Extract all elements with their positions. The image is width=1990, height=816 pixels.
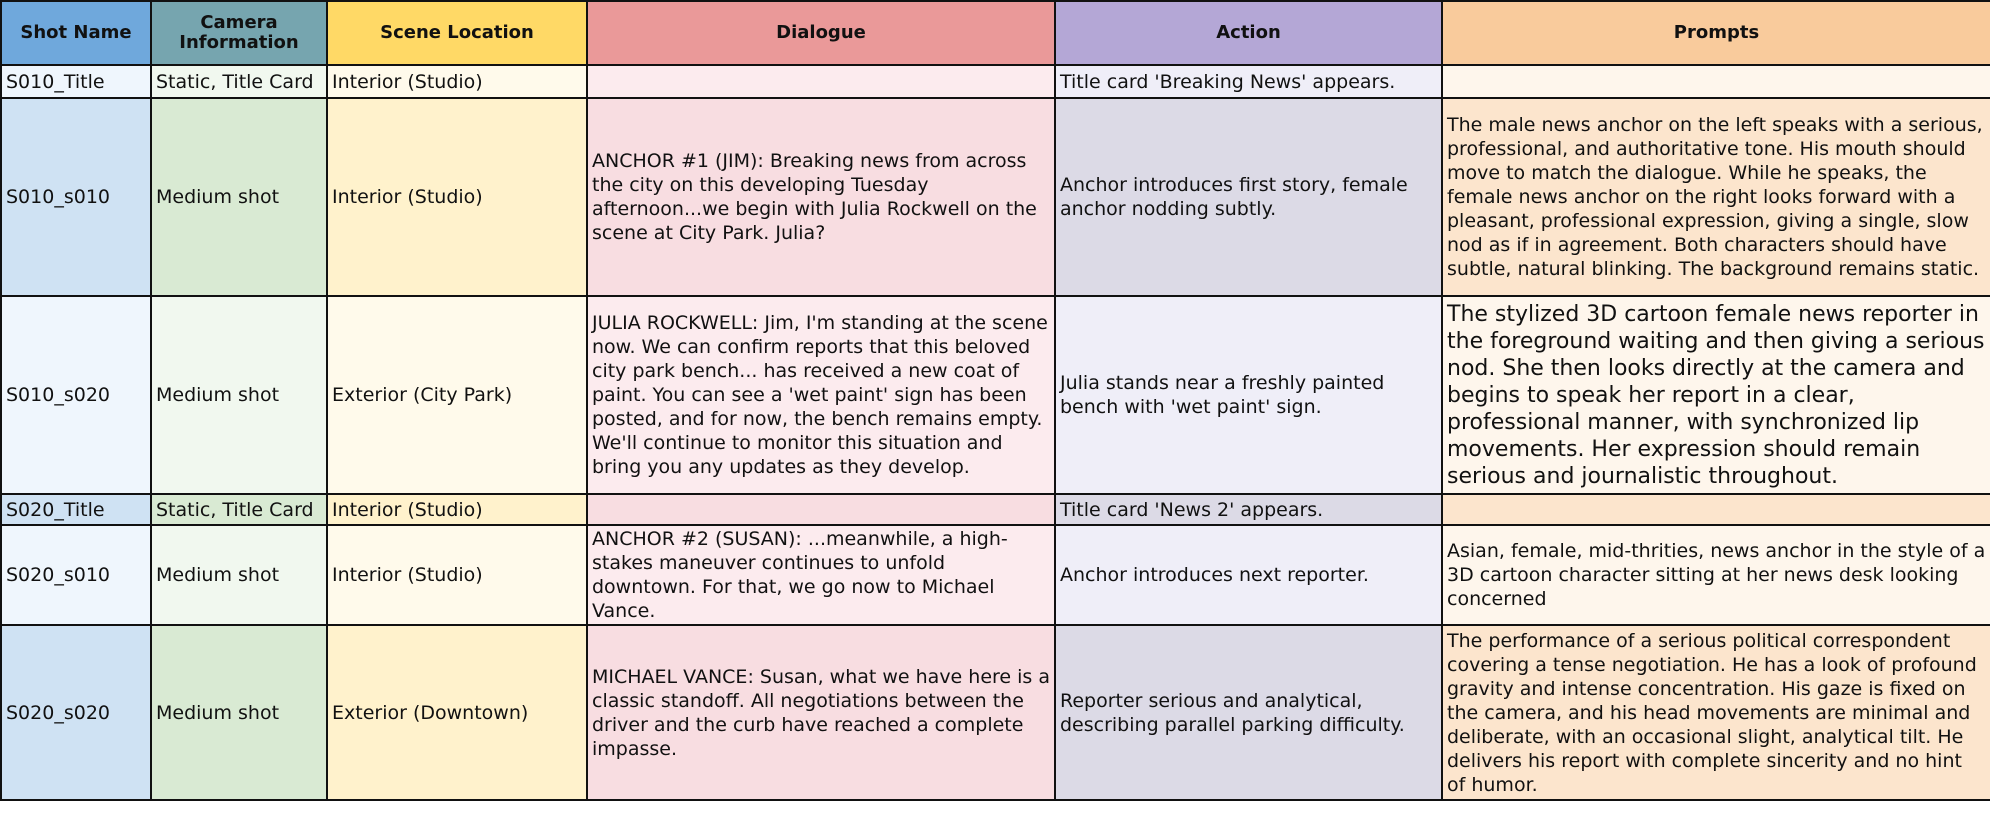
cell-camera-information[interactable]: Medium shot — [151, 525, 327, 625]
cell-dialogue[interactable] — [587, 65, 1055, 98]
cell-action[interactable]: Julia stands near a freshly painted bench with 'wet paint' sign. — [1055, 296, 1442, 494]
cell-camera-information[interactable]: Medium shot — [151, 296, 327, 494]
cell-dialogue[interactable] — [587, 494, 1055, 525]
cell-shot-name[interactable]: S020_s010 — [1, 525, 151, 625]
cell-action[interactable]: Title card 'News 2' appears. — [1055, 494, 1442, 525]
cell-scene-location[interactable]: Interior (Studio) — [327, 494, 587, 525]
cell-scene-location[interactable]: Exterior (City Park) — [327, 296, 587, 494]
table-row — [1, 296, 1990, 494]
table-row — [1, 494, 1990, 525]
cell-shot-name[interactable]: S010_s010 — [1, 98, 151, 296]
cell-scene-location[interactable]: Interior (Studio) — [327, 98, 587, 296]
header-camera-information[interactable]: Camera Information — [151, 1, 327, 65]
cell-action[interactable]: Title card 'Breaking News' appears. — [1055, 65, 1442, 98]
cell-shot-name[interactable]: S010_Title — [1, 65, 151, 98]
table-row — [1, 98, 1990, 296]
header-prompts[interactable]: Prompts — [1442, 1, 1990, 65]
cell-action[interactable]: Anchor introduces first story, female anchor nodding subtly. — [1055, 98, 1442, 296]
cell-scene-location[interactable]: Exterior (Downtown) — [327, 625, 587, 800]
cell-camera-information[interactable]: Medium shot — [151, 98, 327, 296]
header-scene-location[interactable]: Scene Location — [327, 1, 587, 65]
cell-dialogue[interactable]: ANCHOR #2 (SUSAN): ...meanwhile, a high-stakes maneuver continues to unfold downtown. For that, we go now to Michael Vance. — [587, 525, 1055, 625]
cell-scene-location[interactable]: Interior (Studio) — [327, 65, 587, 98]
cell-camera-information[interactable]: Static, Title Card — [151, 494, 327, 525]
header-row — [1, 1, 1990, 65]
cell-shot-name[interactable]: S020_Title — [1, 494, 151, 525]
cell-prompt[interactable] — [1442, 65, 1990, 98]
cell-action[interactable]: Reporter serious and analytical, describing parallel parking difficulty. — [1055, 625, 1442, 800]
cell-camera-information[interactable]: Static, Title Card — [151, 65, 327, 98]
cell-dialogue[interactable]: ANCHOR #1 (JIM): Breaking news from across the city on this developing Tuesday afternoon...we begin with Julia Rockwell on the scene at City Park. Julia? — [587, 98, 1055, 296]
cell-prompt[interactable]: The stylized 3D cartoon female news reporter in the foreground waiting and then giving a serious nod. She then looks directly at the camera and begins to speak her report in a clear, professional manner, with synchronized lip movements. Her expression should remain serious and journalistic throughout. — [1442, 296, 1990, 494]
cell-prompt[interactable]: The performance of a serious political correspondent covering a tense negotiation. He has a look of profound gravity and intense concentration. His gaze is fixed on the camera, and his head movements are minimal and deliberate, with an occasional slight, analytical tilt. He delivers his report with complete sincerity and no hint of humor. — [1442, 625, 1990, 800]
header-action[interactable]: Action — [1055, 1, 1442, 65]
cell-prompt[interactable]: Asian, female, mid-thrities, news anchor in the style of a 3D cartoon character sitting at her news desk looking concerned — [1442, 525, 1990, 625]
cell-dialogue[interactable]: MICHAEL VANCE: Susan, what we have here is a classic standoff. All negotiations between the driver and the curb have reached a complete impasse. — [587, 625, 1055, 800]
cell-shot-name[interactable]: S010_s020 — [1, 296, 151, 494]
header-dialogue[interactable]: Dialogue — [587, 1, 1055, 65]
cell-action[interactable]: Anchor introduces next reporter. — [1055, 525, 1442, 625]
table-row — [1, 65, 1990, 98]
table-row — [1, 625, 1990, 800]
cell-prompt[interactable]: The male news anchor on the left speaks with a serious, professional, and authoritative tone. His mouth should move to match the dialogue. While he speaks, the female news anchor on the right looks forward with a pleasant, professional expression, giving a single, slow nod as if in agreement. Both characters should have subtle, natural blinking. The background remains static. — [1442, 98, 1990, 296]
cell-scene-location[interactable]: Interior (Studio) — [327, 525, 587, 625]
header-shot-name[interactable]: Shot Name — [1, 1, 151, 65]
cell-shot-name[interactable]: S020_s020 — [1, 625, 151, 800]
cell-prompt[interactable] — [1442, 494, 1990, 525]
cell-camera-information[interactable]: Medium shot — [151, 625, 327, 800]
cell-dialogue[interactable]: JULIA ROCKWELL: Jim, I'm standing at the scene now. We can confirm reports that this beloved city park bench... has received a new coat of paint. You can see a 'wet paint' sign has been posted, and for now, the bench remains empty. We'll continue to monitor this situation and bring you any updates as they develop. — [587, 296, 1055, 494]
table-row — [1, 525, 1990, 625]
